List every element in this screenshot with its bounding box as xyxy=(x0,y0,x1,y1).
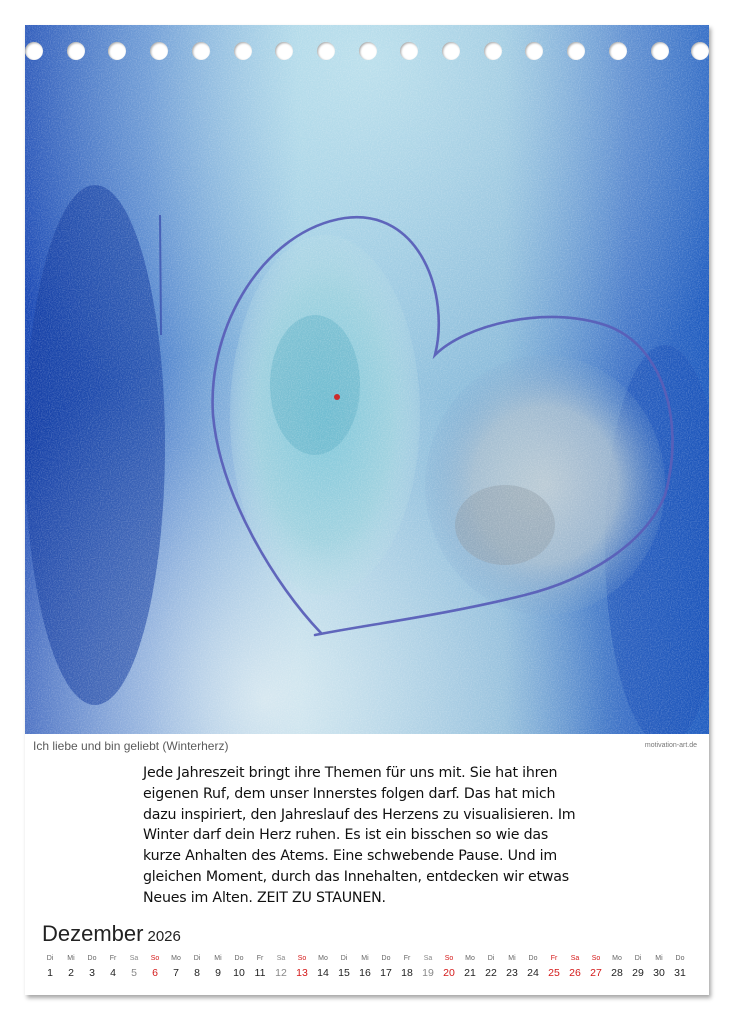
quote-line: kurze Anhalten des Atems. Eine schwebende Pause. Und im xyxy=(143,848,558,865)
weekday-label: So xyxy=(444,955,454,962)
calendar-day xyxy=(229,953,249,981)
calendar-day xyxy=(523,953,543,981)
calendar-day xyxy=(61,953,81,981)
calendar-day xyxy=(565,953,585,981)
day-number: 17 xyxy=(380,967,392,979)
weekday-label: So xyxy=(297,955,307,962)
weekday-label: Fr xyxy=(403,955,411,962)
weekday-label: Do xyxy=(381,955,391,962)
weekday-label: Do xyxy=(675,955,685,962)
binding-hole xyxy=(691,42,709,60)
calendar-day xyxy=(103,953,123,981)
month-name: Dezember xyxy=(42,921,144,946)
weekday-label: Sa xyxy=(423,955,433,962)
calendar-day xyxy=(397,953,417,981)
calendar-day xyxy=(628,953,648,981)
binding-hole xyxy=(108,42,126,60)
day-number: 5 xyxy=(131,967,137,979)
weekday-label: Sa xyxy=(129,955,139,962)
day-number: 1 xyxy=(47,967,53,979)
day-number: 13 xyxy=(296,967,308,979)
day-number: 8 xyxy=(194,967,200,979)
calendar-day xyxy=(292,953,312,981)
calendar-day xyxy=(208,953,228,981)
weekday-label: Di xyxy=(634,955,642,962)
weekday-label: Mo xyxy=(171,955,181,962)
day-number: 10 xyxy=(233,967,245,979)
calendar-day xyxy=(166,953,186,981)
binding-hole xyxy=(567,42,585,60)
weekday-label: Di xyxy=(46,955,54,962)
calendar-day xyxy=(376,953,396,981)
binding-hole xyxy=(525,42,543,60)
binding-hole xyxy=(442,42,460,60)
weekday-label: Do xyxy=(528,955,538,962)
spiral-binding xyxy=(25,42,709,64)
day-number: 4 xyxy=(110,967,116,979)
day-number: 25 xyxy=(548,967,560,979)
calendar-day xyxy=(502,953,522,981)
calendar-day xyxy=(313,953,333,981)
calendar-day xyxy=(334,953,354,981)
calendar-day xyxy=(586,953,606,981)
binding-hole xyxy=(484,42,502,60)
calendar-day xyxy=(145,953,165,981)
calendar-day xyxy=(649,953,669,981)
day-number: 9 xyxy=(215,967,221,979)
weekday-label: Sa xyxy=(570,955,580,962)
day-number: 29 xyxy=(632,967,644,979)
calendar-day xyxy=(187,953,207,981)
binding-hole xyxy=(359,42,377,60)
weekday-label: Di xyxy=(193,955,201,962)
calendar-day xyxy=(250,953,270,981)
calendar-day xyxy=(124,953,144,981)
binding-hole xyxy=(400,42,418,60)
weekday-label: Mi xyxy=(508,955,516,962)
website-credit: motivation-art.de xyxy=(644,742,697,749)
binding-hole xyxy=(192,42,210,60)
day-number: 28 xyxy=(611,967,623,979)
quote-line: Jede Jahreszeit bringt ihre Themen für uns mit. Sie hat ihren xyxy=(143,765,558,781)
weekday-label: Mo xyxy=(612,955,622,962)
weekday-label: Mo xyxy=(465,955,475,962)
day-number: 3 xyxy=(89,967,95,979)
day-number: 31 xyxy=(674,967,686,979)
binding-hole xyxy=(67,42,85,60)
day-number: 19 xyxy=(422,967,434,979)
quote-line: gleichen Moment, durch das Innehalten, entdecken wir etwas xyxy=(143,868,569,885)
calendar-day xyxy=(481,953,501,981)
calendar-day xyxy=(418,953,438,981)
day-number: 18 xyxy=(401,967,413,979)
day-number: 14 xyxy=(317,967,329,979)
weekday-label: Sa xyxy=(276,955,286,962)
weekday-label: Mi xyxy=(214,955,222,962)
day-number: 16 xyxy=(359,967,371,979)
calendar-day xyxy=(439,953,459,981)
artwork-caption: Ich liebe und bin geliebt (Winterherz) xyxy=(33,739,229,753)
quote-line: eigenen Ruf, dem unser Innerstes folgen darf. Das hat mich xyxy=(143,785,556,802)
day-number: 26 xyxy=(569,967,581,979)
binding-hole xyxy=(651,42,669,60)
day-number: 15 xyxy=(338,967,350,979)
day-number: 11 xyxy=(254,967,266,979)
weekday-label: Fr xyxy=(256,955,264,962)
day-number: 27 xyxy=(590,967,602,979)
calendar-day xyxy=(40,953,60,981)
weekday-label: Mo xyxy=(318,955,328,962)
calendar-day xyxy=(82,953,102,981)
day-number: 23 xyxy=(506,967,518,979)
calendar-day xyxy=(355,953,375,981)
weekday-label: Do xyxy=(234,955,244,962)
weekday-label: So xyxy=(150,955,160,962)
weekday-label: Mi xyxy=(67,955,75,962)
day-number: 12 xyxy=(275,967,287,979)
weekday-label: Di xyxy=(487,955,495,962)
weekday-label: Do xyxy=(87,955,97,962)
calendar-day xyxy=(271,953,291,981)
day-number: 21 xyxy=(464,967,476,979)
binding-hole xyxy=(609,42,627,60)
day-number: 24 xyxy=(527,967,539,979)
calendar-page xyxy=(25,25,709,995)
day-number: 6 xyxy=(152,967,158,979)
calendar-grid xyxy=(40,953,700,987)
quote-line: dazu inspiriert, den Jahreslauf des Herzens zu visualisieren. Im xyxy=(143,806,576,823)
day-number: 7 xyxy=(173,967,179,979)
month-title xyxy=(42,921,181,947)
day-number: 30 xyxy=(653,967,665,979)
day-number: 20 xyxy=(443,967,455,979)
binding-hole xyxy=(234,42,252,60)
quote-text xyxy=(143,763,613,909)
calendar-day xyxy=(670,953,690,981)
binding-hole xyxy=(275,42,293,60)
quote-line: Neues im Alten. ZEIT ZU STAUNEN. xyxy=(143,889,386,906)
binding-hole xyxy=(150,42,168,60)
weekday-label: Mi xyxy=(655,955,663,962)
calendar-day xyxy=(460,953,480,981)
weekday-label: Fr xyxy=(550,955,558,962)
year-label: 2026 xyxy=(147,928,181,945)
calendar-day xyxy=(607,953,627,981)
binding-hole xyxy=(25,42,43,60)
artwork-winter-heart xyxy=(25,25,709,734)
calendar-day xyxy=(544,953,564,981)
binding-hole xyxy=(317,42,335,60)
day-number: 2 xyxy=(68,967,74,979)
weekday-label: Fr xyxy=(109,955,117,962)
weekday-label: Di xyxy=(340,955,348,962)
weekday-label: Mi xyxy=(361,955,369,962)
quote-line: Winter darf dein Herz ruhen. Es ist ein bisschen so wie das xyxy=(143,827,549,844)
weekday-label: So xyxy=(591,955,601,962)
day-number: 22 xyxy=(485,967,497,979)
